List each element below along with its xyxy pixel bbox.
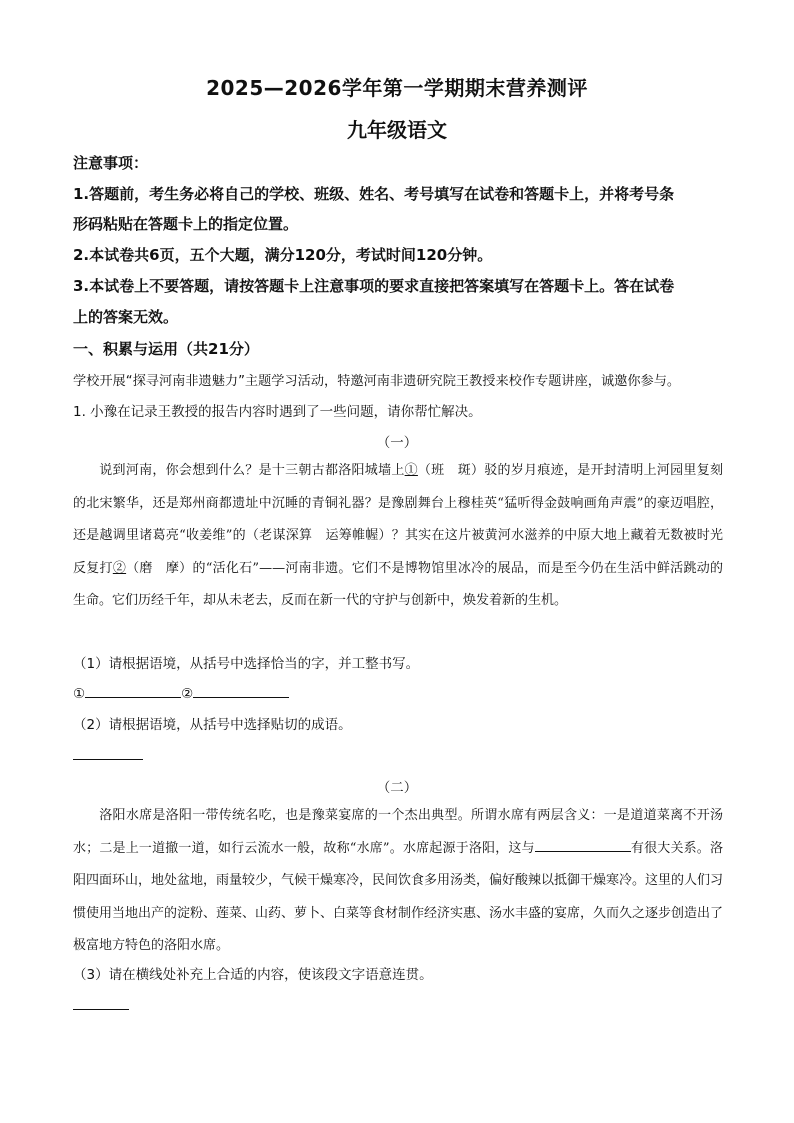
passage-1-text-a: 说到河南，你会想到什么？是十三朝古都洛阳城墙上 bbox=[99, 463, 405, 478]
sub-question-3: （3）请在横线处补充上合适的内容，使该段文字语意连贯。 bbox=[73, 967, 433, 983]
passage-2-text-b: 有很大关系。洛阳四面环山，地处盆地，雨量较少，气候干燥寒冷，民间饮食多用汤类，偏好酸辣以抵御干燥寒冷。这里的人们习惯使用当地出产的淀粉、莲菜、山药、萝卜、白菜等食材制作经济实惠、汤水丰盛的宴席，久而久之逐步创造出了极富地方特色的洛阳水席。 bbox=[73, 840, 724, 953]
section-1-intro: 学校开展“探寻河南非遗魅力”主题学习活动，特邀河南非遗研究院王教授来校作专题讲座，诚邀你参与。 bbox=[73, 374, 681, 389]
part-1-label: （一） bbox=[376, 435, 418, 451]
notice-heading: 注意事项： bbox=[73, 154, 149, 172]
passage-2-text-a: 洛阳水席是洛阳一带传统名吃，也是豫菜宴席的一个杰出典型。所谓水席有两层含义：一是道道菜离不开汤水；二是上一道撤一道，如行云流水一般，故称“水席”。水席起源于洛阳，这与 bbox=[73, 808, 723, 856]
passage-1-text-c: （磨 摩）的“活化石”——河南非遗。它们不是博物馆里冰冷的展品，而是至今仍在生活中鲜活跳动的生命。它们历经千年，却从未老去，反而在新一代的守护与创新中，焕发着新的生机。 bbox=[73, 560, 723, 608]
passage-2 bbox=[73, 800, 723, 963]
answer-blank-1[interactable] bbox=[85, 683, 181, 698]
notice-item-2: 2.本试卷共6页，五个大题，满分120分，考试时间120分钟。 bbox=[73, 246, 493, 264]
answer-line-1 bbox=[73, 683, 289, 702]
notice-item-1-line-1: 1.答题前，考生务必将自己的学校、班级、姓名、考号填写在试卷和答题卡上，并将考号条 bbox=[73, 185, 675, 203]
exam-title: 2025—2026学年第一学期期末营养测评 bbox=[206, 76, 588, 100]
sub-question-2: （2）请根据语境，从括号中选择贴切的成语。 bbox=[73, 717, 352, 733]
answer-blank-4[interactable] bbox=[73, 1009, 129, 1010]
answer-blank-3[interactable] bbox=[73, 759, 143, 760]
part-2-label: （二） bbox=[376, 780, 418, 796]
passage-1-mark-1: ① bbox=[404, 463, 418, 478]
passage-1-mark-2: ② bbox=[112, 560, 127, 576]
answer-mark-2: ② bbox=[181, 686, 194, 702]
section-1-heading: 一、积累与运用（共21分） bbox=[73, 340, 259, 358]
answer-mark-1: ① bbox=[73, 686, 86, 702]
passage-1-text-b: （班 斑）驳的岁月痕迹，是开封清明上河园里复刻的北宋繁华，还是郑州商都遗址中沉睡的青铜礼器？是豫剧舞台上穆桂英“猛听得金鼓响画角声震”的豪迈唱腔，还是越调里诸葛亮“收姜维”的（老谋深算 运筹帷幄）？其实在这片被黄河水滋养的中原大地上藏着无数被时光反复打 bbox=[73, 463, 723, 576]
passage-2-blank[interactable] bbox=[535, 837, 631, 852]
passage-1 bbox=[73, 455, 723, 618]
question-1-stem: 1. 小豫在记录王教授的报告内容时遇到了一些问题，请你帮忙解决。 bbox=[73, 404, 482, 420]
notice-item-1-line-2: 形码粘贴在答题卡上的指定位置。 bbox=[73, 215, 299, 233]
notice-item-3-line-2: 上的答案无效。 bbox=[73, 308, 179, 326]
sub-question-1: （1）请根据语境，从括号中选择恰当的字，并工整书写。 bbox=[73, 656, 420, 672]
answer-blank-2[interactable] bbox=[193, 683, 289, 698]
exam-subject: 九年级语文 bbox=[347, 118, 447, 142]
notice-item-3-line-1: 3.本试卷上不要答题，请按答题卡上注意事项的要求直接把答案填写在答题卡上。答在试卷 bbox=[73, 277, 675, 295]
